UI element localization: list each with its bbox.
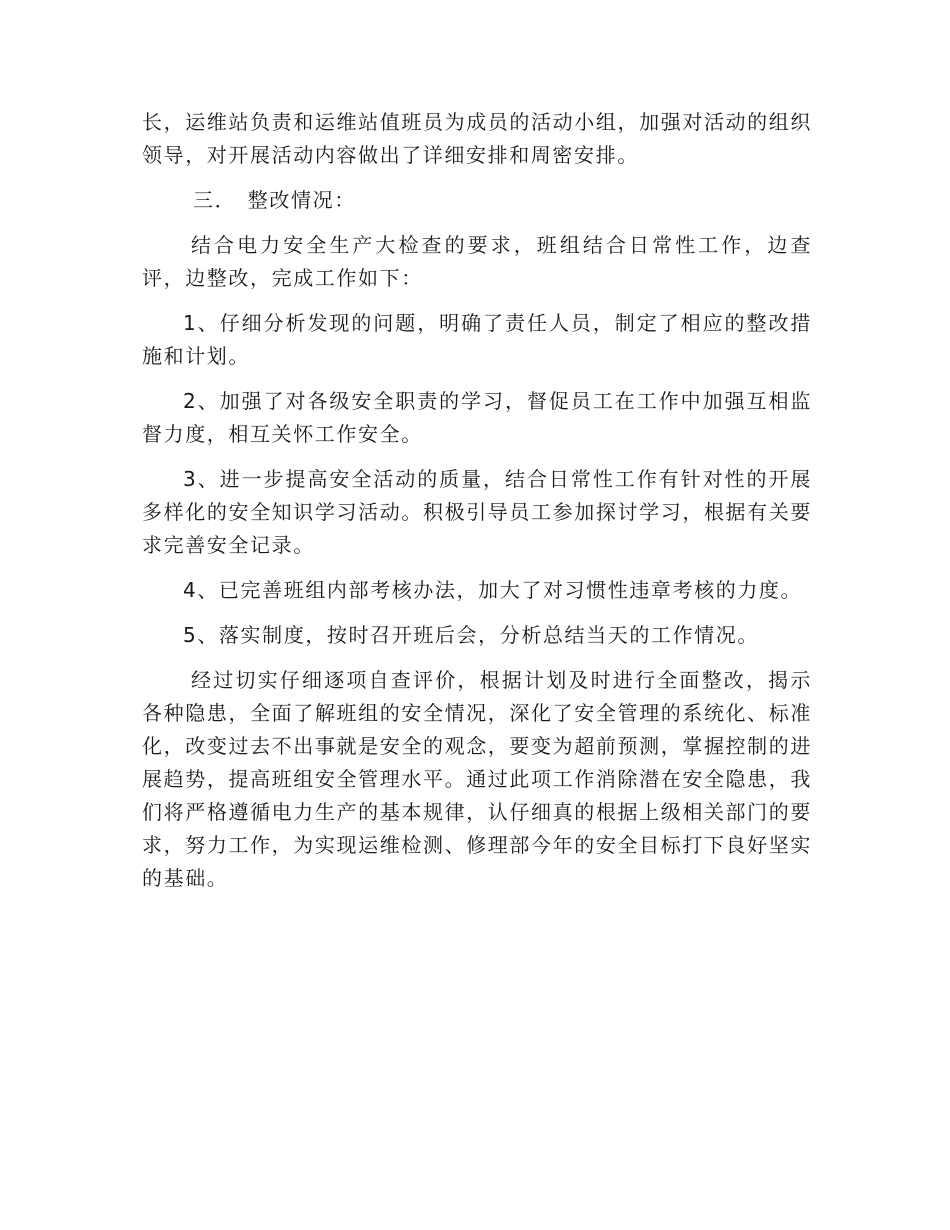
paragraph-intro: 结合电力安全生产大检查的要求，班组结合日常性工作，边查评，边整改，完成工作如下：	[142, 233, 812, 290]
list-item-3: 3、进一步提高安全活动的质量，结合日常性工作有针对性的开展多样化的安全知识学习活动。积极引导员工参加探讨学习，根据有关要求完善安全记录。	[142, 467, 812, 557]
paragraph-conclusion: 经过切实仔细逐项自查评价，根据计划及时进行全面整改，揭示各种隐患，全面了解班组的安全情况，深化了安全管理的系统化、标准化，改变过去不出事就是安全的观念，要变为超前预测，掌握控制的进展趋势，提高班组安全管理水平。通过此项工作消除潜在安全隐患，我们将严格遵循电力生产的基本规律，认仔细真的根据上级相关部门的要求，努力工作，为实现运维检测、修理部今年的安全目标打下良好坚实的基础。	[142, 668, 812, 890]
list-item-5: 5、落实制度，按时召开班后会，分析总结当天的工作情况。	[183, 623, 759, 647]
document-body	[142, 106, 812, 895]
list-item-2: 2、加强了对各级安全职责的学习，督促员工在工作中加强互相监督力度，相互关怀工作安全。	[142, 389, 812, 446]
list-item-4: 4、已完善班组内部考核办法，加大了对习惯性违章考核的力度。	[183, 578, 803, 602]
section-heading: 三． 整改情况：	[193, 188, 356, 212]
paragraph-continuation: 长，运维站负责和运维站值班员为成员的活动小组，加强对活动的组织领导，对开展活动内容做出了详细安排和周密安排。	[142, 110, 812, 167]
list-item-1: 1、仔细分析发现的问题，明确了责任人员，制定了相应的整改措施和计划。	[142, 311, 812, 368]
